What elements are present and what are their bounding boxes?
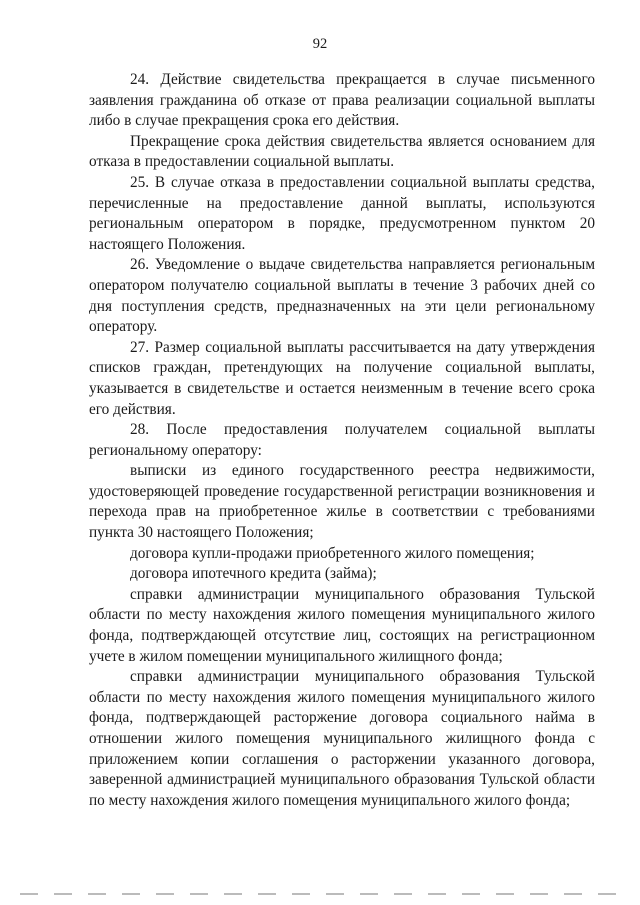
list-item-social-lease-termination-certificate: справки администрации муниципального образования Тульской области по месту нахождения жилого помещения муниципального жилого фонда, подтверждающей расторжение договора социального найма в отношении жилого помещения муниципального жилищного фонда с приложением копии соглашения о расторжении указанного договора, заверенной администрацией муниципального образования Тульской области по месту нахождения жилого помещения муниципального жилого фонда; xyxy=(89,668,595,809)
list-item-mortgage-contract: договора ипотечного кредита (займа); xyxy=(130,565,377,583)
paragraph-27: 27. Размер социальной выплаты рассчитывается на дату утверждения списков граждан, претендующих на получение социальной выплаты, указывается в свидетельстве и остается неизменным в течение всего срока его действия. xyxy=(89,338,595,418)
paragraph-termination-basis: Прекращение срока действия свидетельства является основанием для отказа в предоставлении социальной выплаты. xyxy=(89,132,595,171)
paragraph-25: 25. В случае отказа в предоставлении социальной выплаты средства, перечисленные на предоставление данной выплаты, используются региональным оператором в порядке, предусмотренном пунктом 20 настоящего Положения. xyxy=(89,173,595,253)
paragraph-24: 24. Действие свидетельства прекращается в случае письменного заявления гражданина об отказе от права реализации социальной выплаты либо в случае прекращения срока его действия. xyxy=(89,71,595,130)
list-item-sale-contract: договора купли-продажи приобретенного жилого помещения; xyxy=(130,544,535,562)
document-body xyxy=(89,70,595,811)
scan-edge-marks xyxy=(20,893,620,895)
list-item-registry-extract: выписки из единого государственного реестра недвижимости, удостоверяющей проведение государственной регистрации возникновения и перехода прав на приобретенное жилье в соответствии с требованиями пункта 30 настоящего Положения; xyxy=(89,462,595,542)
list-item-no-registered-persons-certificate: справки администрации муниципального образования Тульской области по месту нахождения жилого помещения муниципального жилого фонда, подтверждающей отсутствие лиц, состоящих на регистрационном учете в жилом помещении муниципального жилищного фонда; xyxy=(89,585,595,665)
paragraph-26: 26. Уведомление о выдаче свидетельства направляется региональным оператором получателю социальной выплаты в течение 3 рабочих дней со дня поступления средств, предназначенных на эти цели региональному оператору. xyxy=(89,256,595,336)
paragraph-28: 28. После предоставления получателем социальной выплаты региональному оператору: xyxy=(89,421,595,459)
page-number: 92 xyxy=(312,36,328,52)
